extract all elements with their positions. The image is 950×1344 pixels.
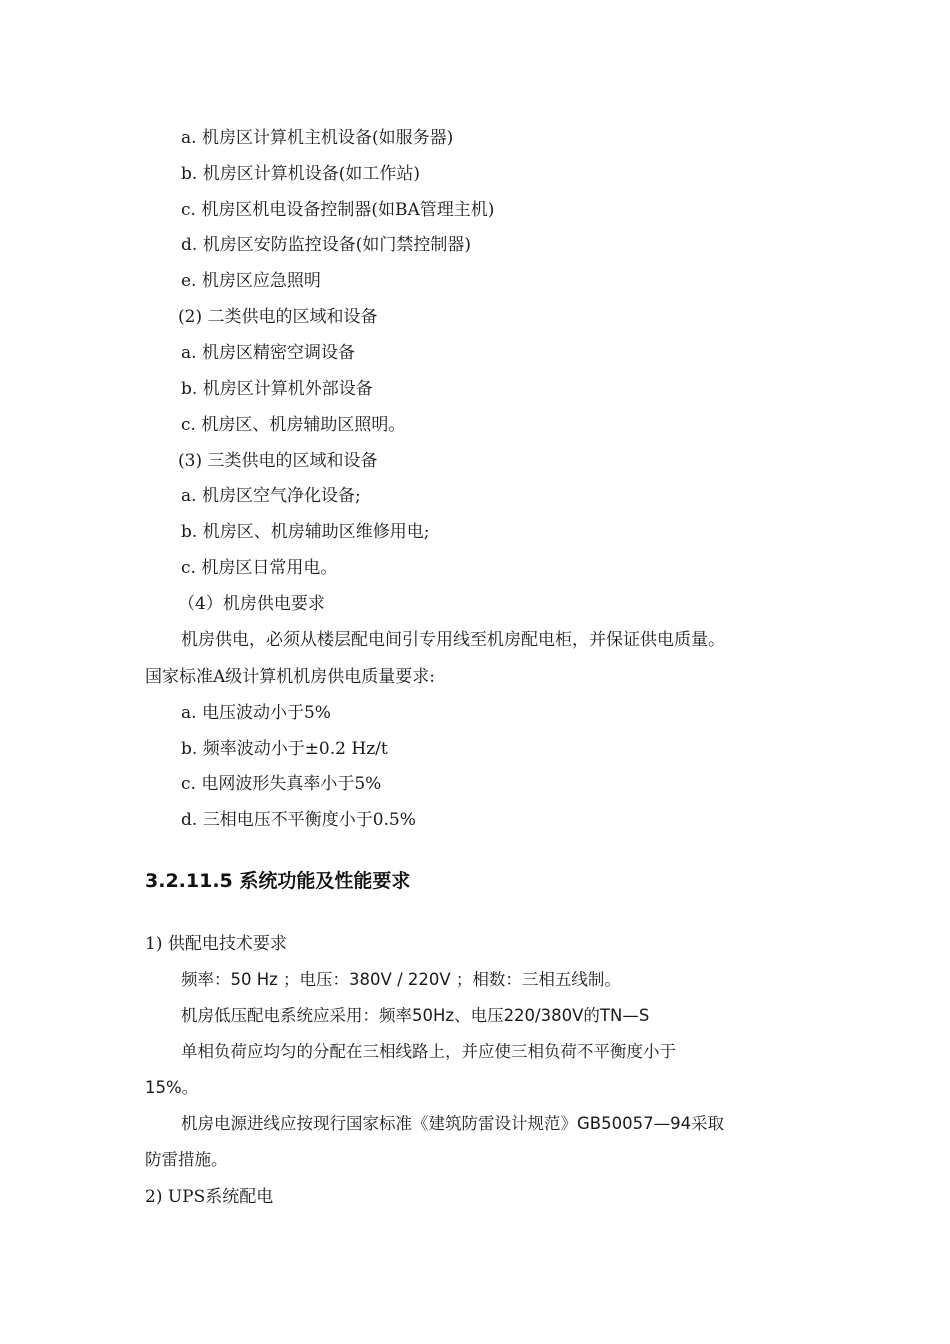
paragraph-line: 机房供电，必须从楼层配电间引专用线至机房配电柜，并保证供电质量。: [181, 630, 725, 650]
paragraph-line: 频率：50 Hz ；电压：380V / 220V ；相数：三相五线制。: [181, 970, 621, 989]
section-heading: 3.2.11.5 系统功能及性能要求: [145, 870, 411, 892]
list-item: a. 电压波动小于5%: [181, 703, 331, 723]
section-title: （4）机房供电要求: [178, 594, 325, 614]
paragraph-line: 国家标准A级计算机机房供电质量要求:: [145, 667, 436, 687]
paragraph-line: 机房电源进线应按现行国家标准《建筑防雷设计规范》GB50057—94采取: [181, 1114, 725, 1133]
list-item: a. 机房区计算机主机设备(如服务器): [181, 128, 454, 148]
section-title: (2) 二类供电的区域和设备: [178, 307, 378, 327]
list-item: d. 三相电压不平衡度小于0.5%: [181, 810, 416, 830]
list-item: a. 机房区空气净化设备;: [181, 486, 361, 506]
list-item: c. 机房区日常用电。: [181, 558, 338, 578]
list-item: b. 频率波动小于±0.2 Hz/t: [181, 739, 388, 759]
paragraph-line: 机房低压配电系统应采用：频率50Hz、电压220/380V的TN—S: [181, 1006, 650, 1025]
subsection-title: 1) 供配电技术要求: [145, 934, 287, 954]
list-item: e. 机房区应急照明: [181, 271, 321, 291]
paragraph-line: 单相负荷应均匀的分配在三相线路上，并应使三相负荷不平衡度小于: [181, 1042, 676, 1061]
list-item: a. 机房区精密空调设备: [181, 343, 355, 363]
list-item: c. 机房区机电设备控制器(如BA管理主机): [181, 200, 495, 220]
list-item: b. 机房区、机房辅助区维修用电;: [181, 522, 430, 542]
list-item: b. 机房区计算机外部设备: [181, 379, 373, 399]
list-item: b. 机房区计算机设备(如工作站): [181, 164, 420, 184]
paragraph-line: 防雷措施。: [145, 1150, 228, 1169]
list-item: d. 机房区安防监控设备(如门禁控制器): [181, 235, 471, 255]
list-item: c. 机房区、机房辅助区照明。: [181, 415, 406, 435]
subsection-title: 2) UPS系统配电: [145, 1187, 274, 1207]
section-title: (3) 三类供电的区域和设备: [178, 451, 378, 471]
paragraph-line: 15%。: [145, 1078, 199, 1097]
list-item: c. 电网波形失真率小于5%: [181, 774, 382, 794]
